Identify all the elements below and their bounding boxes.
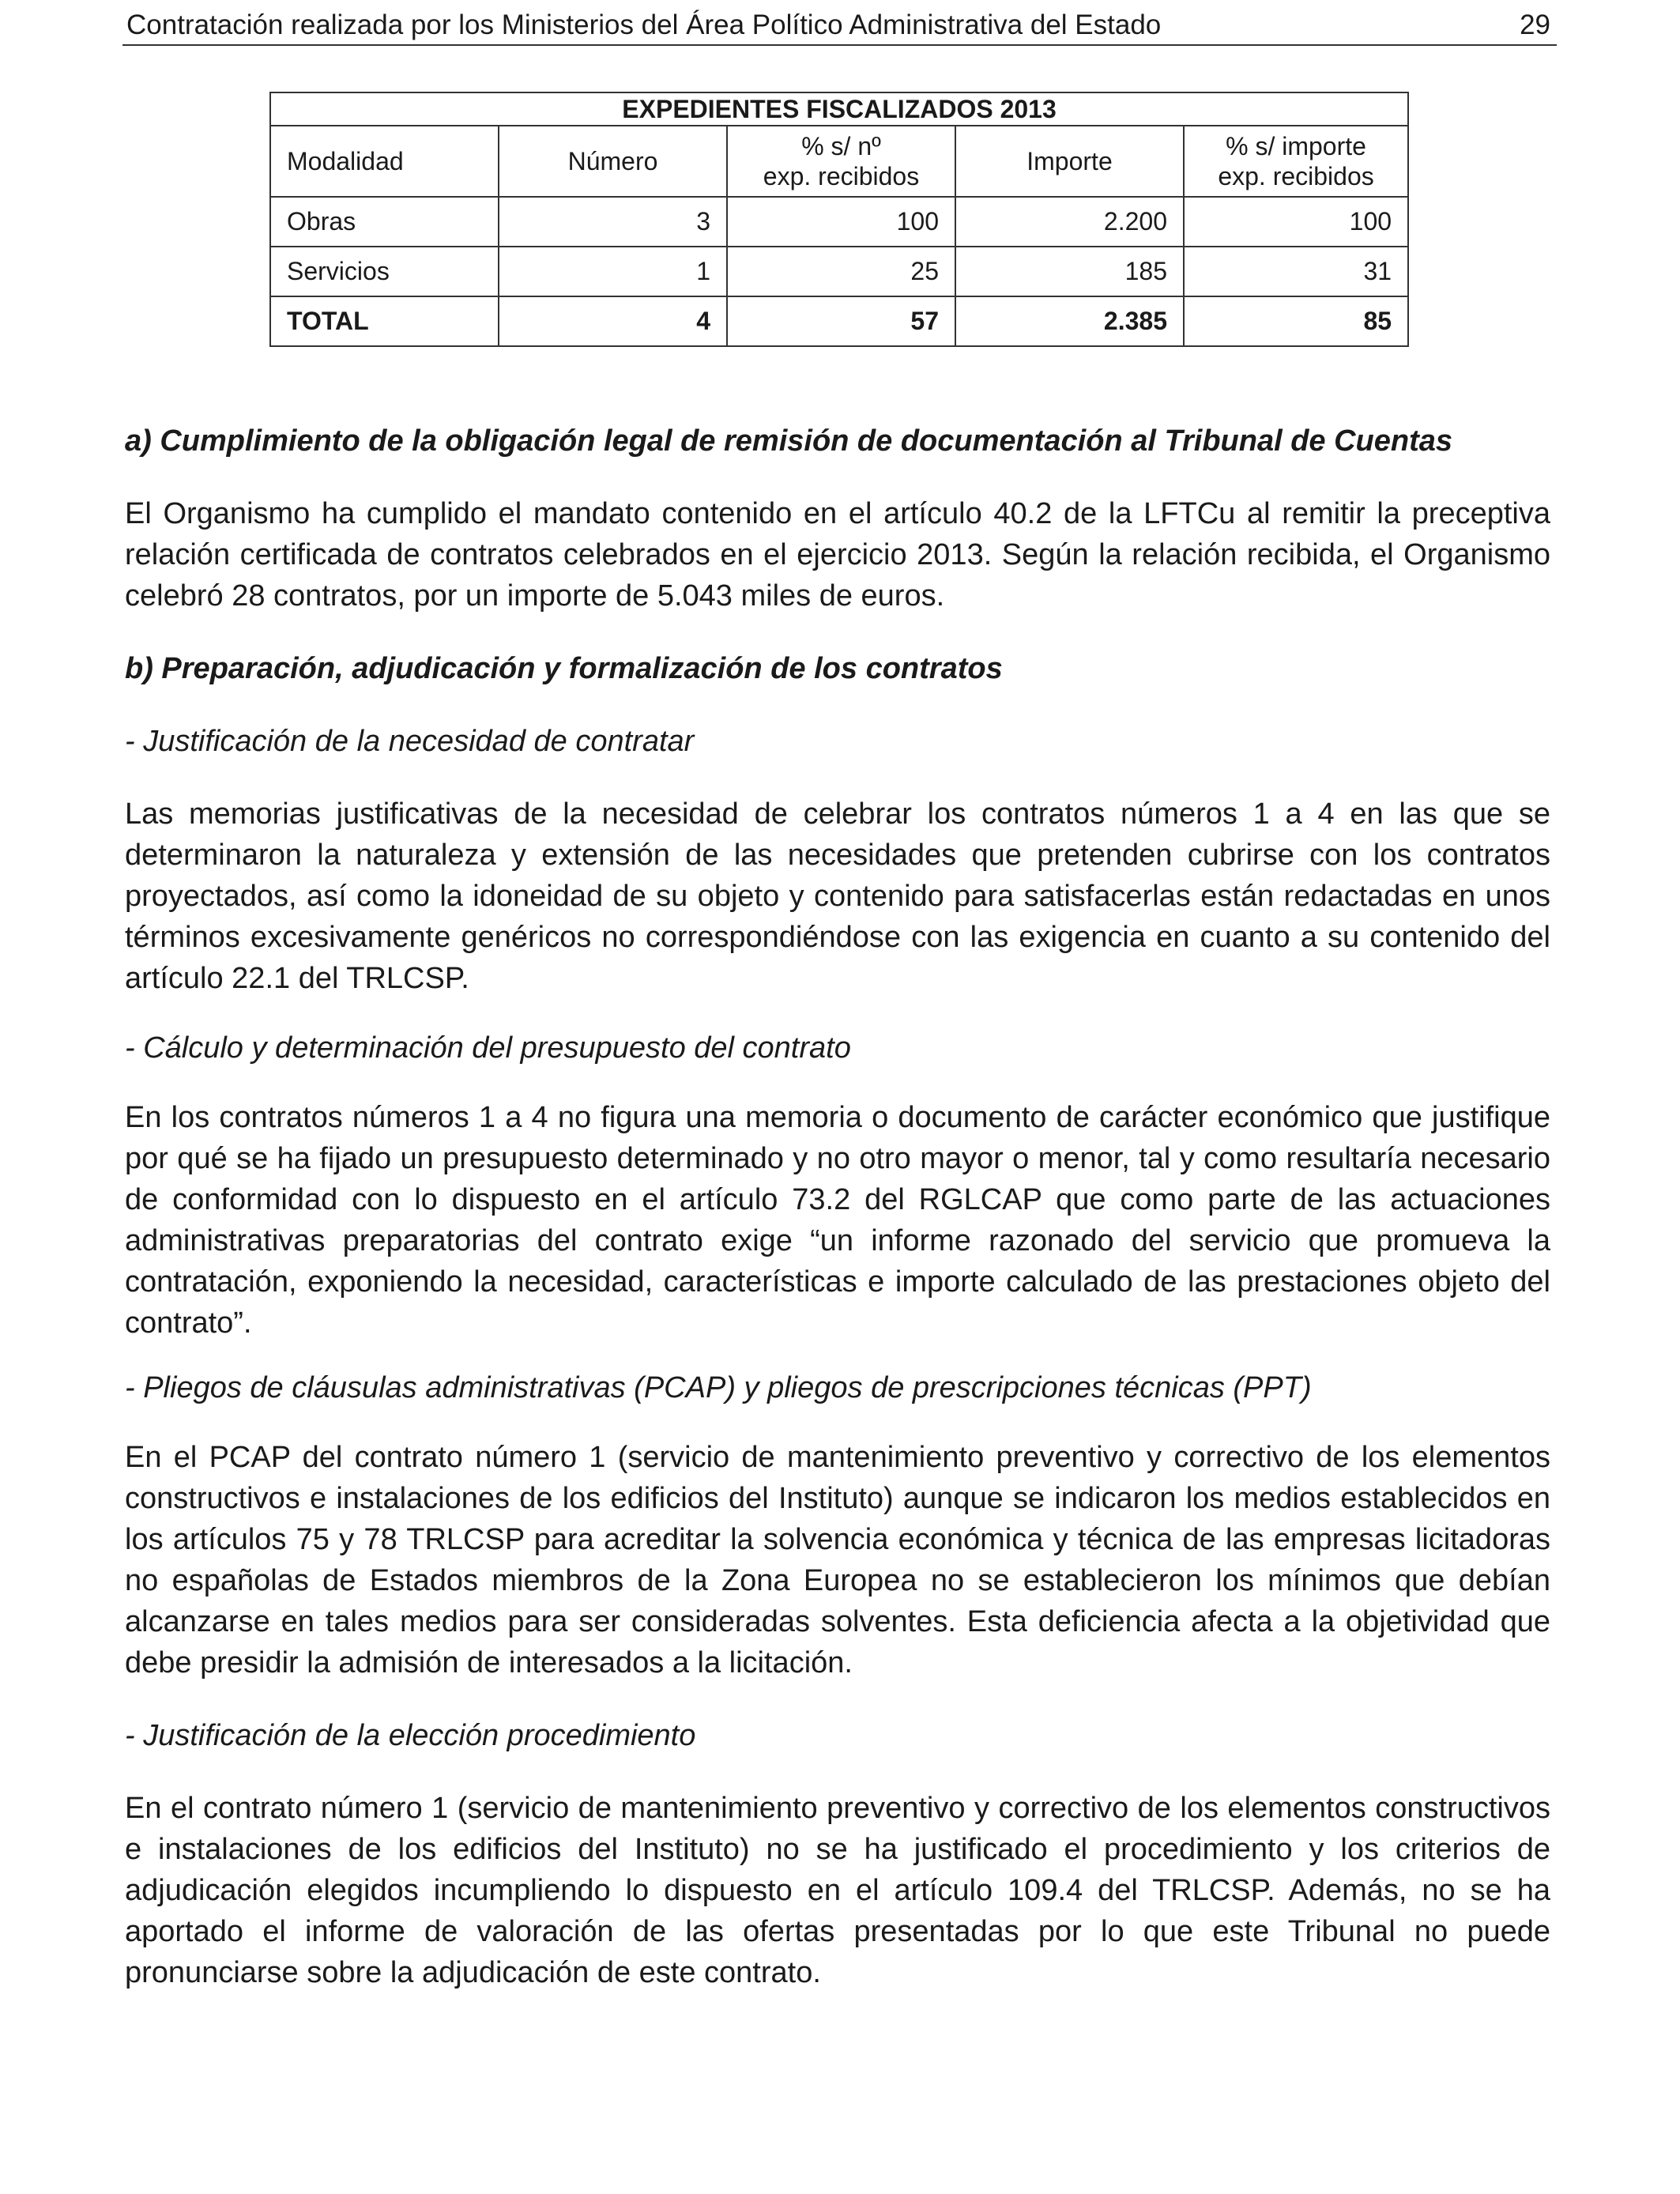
cell-modalidad: Servicios [270,247,499,296]
subsection-necesidad-heading: - Justificación de la necesidad de contratar [125,725,695,758]
section-a-heading: a) Cumplimiento de la obligación legal de remisión de documentación al Tribunal de Cuentas [125,424,1453,458]
column-header-modalidad: Modalidad [270,126,499,197]
page-number: 29 [1520,9,1550,40]
column-header-numero: Número [499,126,727,197]
expedientes-table [269,92,1409,347]
column-header-pct-importe: % s/ importe exp. recibidos [1184,126,1408,197]
table-caption: EXPEDIENTES FISCALIZADOS 2013 [270,92,1408,126]
cell-pct-num: 100 [727,197,955,247]
cell-pct-importe: 31 [1184,247,1408,296]
cell-importe: 2.200 [955,197,1184,247]
cell-pct-importe: 85 [1184,296,1408,346]
cell-importe: 185 [955,247,1184,296]
subsection-procedimiento-heading: - Justificación de la elección procedimiento [125,1719,696,1752]
table-row [270,197,1408,247]
subsection-presupuesto-heading: - Cálculo y determinación del presupuesto del contrato [125,1031,851,1065]
cell-numero: 1 [499,247,727,296]
table-row [270,247,1408,296]
table-total-row [270,296,1408,346]
cell-modalidad: TOTAL [270,296,499,346]
cell-pct-num: 57 [727,296,955,346]
subsection-necesidad-paragraph: Las memorias justificativas de la necesidad de celebrar los contratos números 1 a 4 en las que se determinaron la naturaleza y extensión de las necesidades que pretenden cubrirse con los contratos proyectados, así como la idoneidad de su objeto y contenido para satisfacerlas están redactadas en unos términos excesivamente genéricos no correspondiéndose con las exigencia en cuanto a su contenido del artículo 22.1 del TRLCSP. [125,797,1550,995]
running-header [122,6,1557,46]
section-a-paragraph: El Organismo ha cumplido el mandato contenido en el artículo 40.2 de la LFTCu al remitir la preceptiva relación certificada de contratos celebrados en el ejercicio 2013. Según la relación recibida, el Organismo celebró 28 contratos, por un importe de 5.043 miles de euros. [125,497,1550,613]
cell-numero: 4 [499,296,727,346]
column-header-importe: Importe [955,126,1184,197]
cell-numero: 3 [499,197,727,247]
cell-pct-importe: 100 [1184,197,1408,247]
cell-importe: 2.385 [955,296,1184,346]
cell-modalidad: Obras [270,197,499,247]
section-b-heading: b) Preparación, adjudicación y formalización de los contratos [125,652,1003,685]
header-title: Contratación realizada por los Ministerios del Área Político Administrativa del Estado [126,9,1162,40]
table-header-row [270,126,1408,197]
document-body [125,420,1550,1993]
cell-pct-num: 25 [727,247,955,296]
subsection-pliegos-heading: - Pliegos de cláusulas administrativas (PCAP) y pliegos de prescripciones técnicas (PPT) [125,1371,1312,1404]
subsection-presupuesto-paragraph: En los contratos números 1 a 4 no figura una memoria o documento de carácter económico que justifique por qué se ha fijado un presupuesto determinado y no otro mayor o menor, tal y como resultaría necesario de conformidad con lo dispuesto en el artículo 73.2 del RGLCAP que como parte de las actuaciones administrativas preparatorias del contrato exige “un informe razonado del servicio que promueva la contratación, exponiendo la necesidad, características e importe calculado de las prestaciones objeto del contrato”. [125,1101,1550,1340]
column-header-pct-num: % s/ nº exp. recibidos [727,126,955,197]
subsection-procedimiento-paragraph: En el contrato número 1 (servicio de mantenimiento preventivo y correctivo de los elementos constructivos e instalaciones de los edificios del Instituto) no se ha justificado el procedimiento y los criterios de adjudicación elegidos incumpliendo lo dispuesto en el artículo 109.4 del TRLCSP. Además, no se ha aportado el informe de valoración de las ofertas presentadas por lo que este Tribunal no puede pronunciarse sobre la adjudicación de este contrato. [125,1792,1550,1989]
subsection-pliegos-paragraph: En el PCAP del contrato número 1 (servicio de mantenimiento preventivo y correctivo de los elementos constructivos e instalaciones de los edificios del Instituto) aunque se indicaron los medios establecidos en los artículos 75 y 78 TRLCSP para acreditar la solvencia económica y técnica de las empresas licitadoras no españolas de Estados miembros de la Zona Europea no se establecieron los mínimos que debían alcanzarse en tales medios para ser consideradas solventes. Esta deficiencia afecta a la objetividad que debe presidir la admisión de interesados a la licitación. [125,1441,1550,1679]
